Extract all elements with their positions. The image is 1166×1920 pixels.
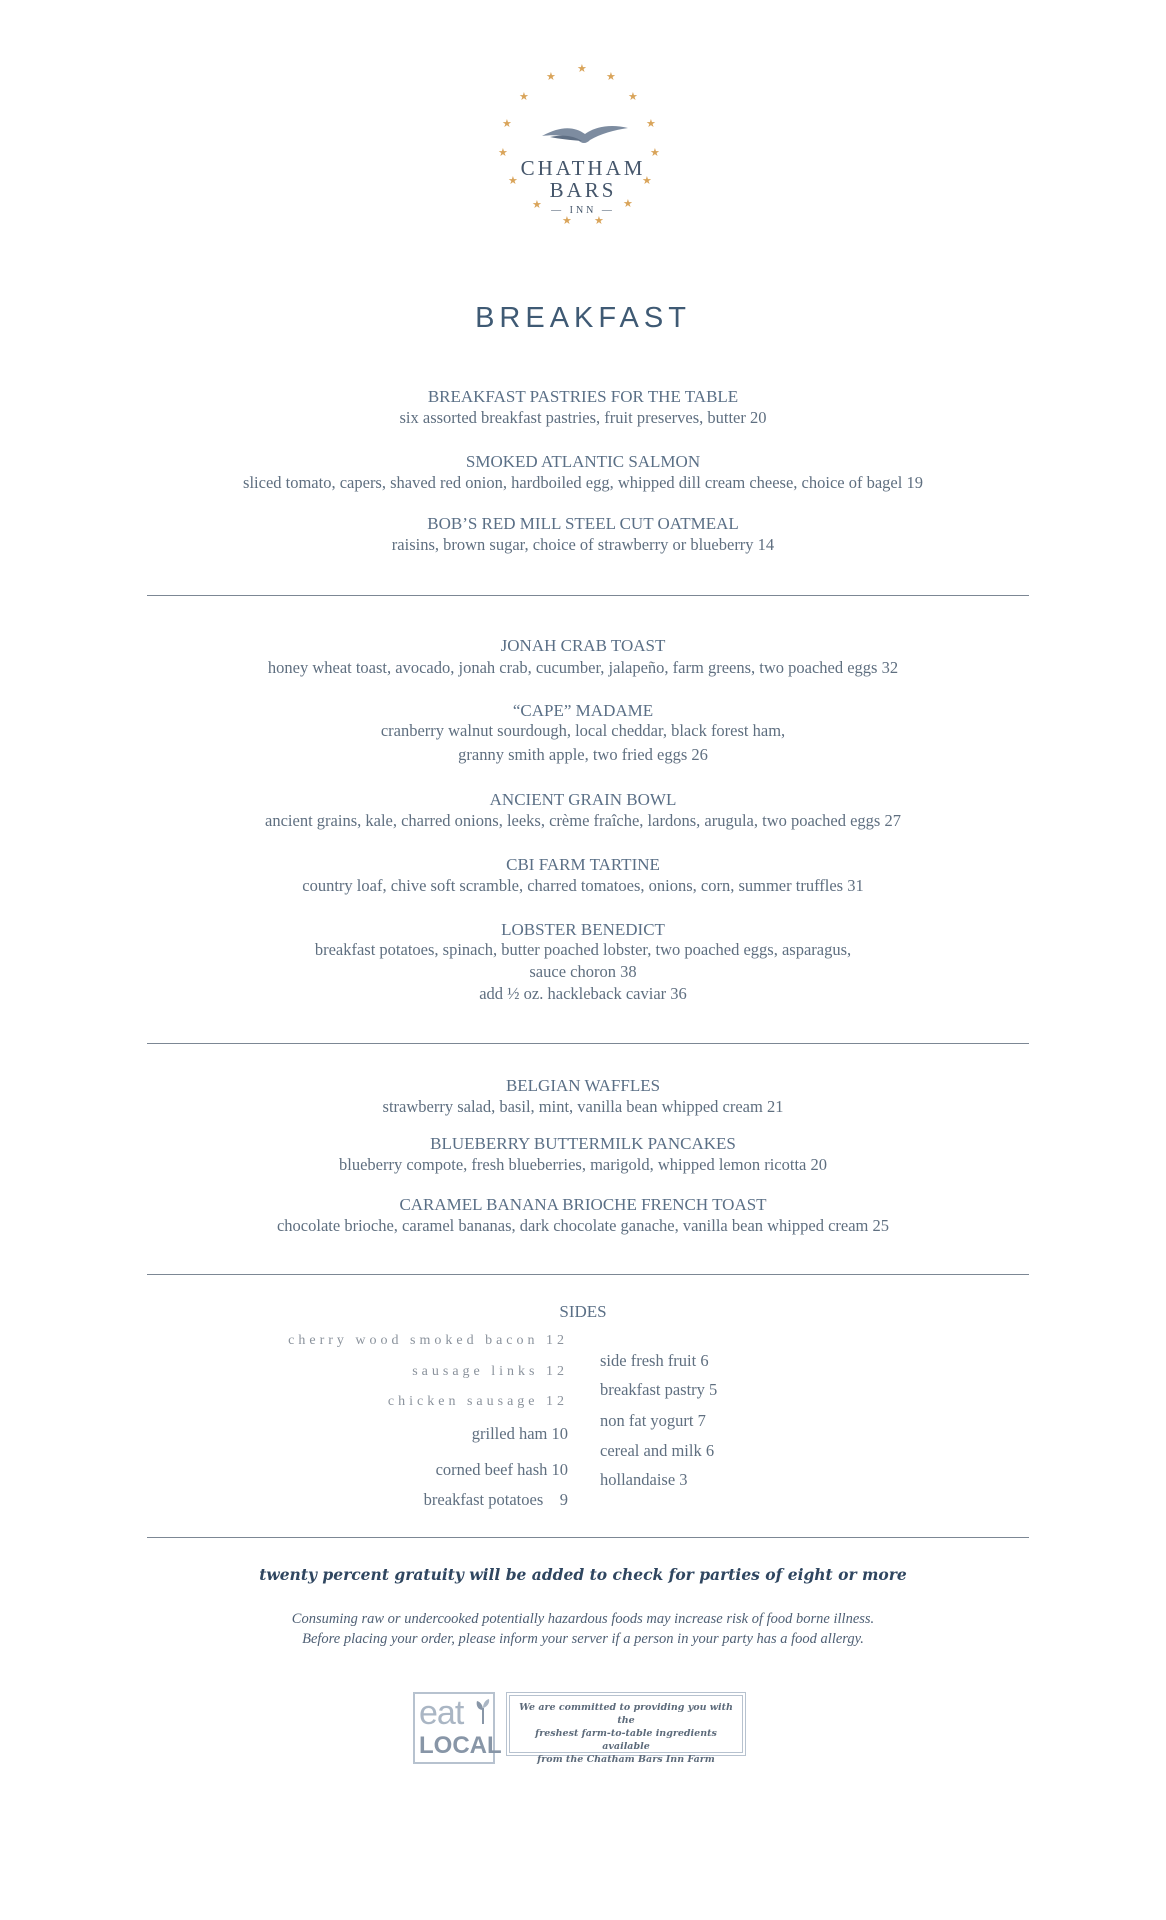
section-divider: [147, 595, 1029, 596]
item-name: LOBSTER BENEDICT: [501, 920, 665, 939]
sides-heading: SIDES: [559, 1302, 607, 1321]
side-item: hollandaise 3: [600, 1470, 688, 1489]
logo-text-inn: — INN —: [551, 205, 615, 216]
item-description: cranberry walnut sourdough, local cheddar, black forest ham,: [380, 721, 786, 740]
eat-local-logo-eat: eat: [419, 1694, 464, 1732]
eat-local-logo-local: LOCAL: [419, 1732, 502, 1759]
star-icon: ★: [623, 198, 633, 210]
item-description: sauce choron 38: [529, 962, 637, 981]
item-description: granny smith apple, two fried eggs 26: [458, 745, 708, 764]
star-icon: ★: [606, 71, 616, 83]
side-item: sausage links 12: [412, 1364, 568, 1379]
item-name: CARAMEL BANANA BRIOCHE FRENCH TOAST: [399, 1195, 767, 1214]
star-icon: ★: [546, 71, 556, 83]
star-icon: ★: [519, 91, 529, 103]
item-description: six assorted breakfast pastries, fruit preserves, butter 20: [399, 408, 767, 427]
item-name: SMOKED ATLANTIC SALMON: [465, 452, 701, 471]
allergy-notice-line: Consuming raw or undercooked potentially hazardous foods may increase risk of food borne illness.: [291, 1611, 875, 1627]
star-icon: ★: [532, 199, 542, 211]
eat-local-message-line: We are committed to providing you with the: [519, 1702, 733, 1726]
item-description: blueberry compote, fresh blueberries, marigold, whipped lemon ricotta 20: [339, 1155, 827, 1174]
item-name: JONAH CRAB TOAST: [500, 636, 666, 655]
star-icon: ★: [508, 175, 518, 187]
item-name: BOB’S RED MILL STEEL CUT OATMEAL: [427, 514, 739, 533]
item-description: honey wheat toast, avocado, jonah crab, cucumber, jalapeño, farm greens, two poached eggs 32: [267, 658, 899, 677]
item-name: BELGIAN WAFFLES: [505, 1076, 661, 1095]
chatham-bars-inn-logo: [480, 64, 686, 270]
star-icon: ★: [502, 118, 512, 130]
side-item: chicken sausage 12: [387, 1394, 568, 1409]
star-icon: ★: [594, 215, 604, 227]
side-item: non fat yogurt 7: [600, 1411, 706, 1430]
star-icon: ★: [650, 147, 660, 159]
item-name: CBI FARM TARTINE: [506, 855, 660, 874]
section-divider: [147, 1043, 1029, 1044]
eat-local-message-line: from the Chatham Bars Inn Farm: [537, 1754, 715, 1765]
section-divider: [147, 1274, 1029, 1275]
item-name: ANCIENT GRAIN BOWL: [489, 790, 677, 809]
side-item: grilled ham 10: [471, 1424, 568, 1443]
logo-text-chatham: CHATHAM: [520, 156, 646, 180]
item-name: “CAPE” MADAME: [512, 701, 654, 720]
side-item: cherry wood smoked bacon 12: [288, 1333, 568, 1348]
star-icon: ★: [642, 175, 652, 187]
item-name: BLUEBERRY BUTTERMILK PANCAKES: [430, 1134, 736, 1153]
gratuity-notice: twenty percent gratuity will be added to check for parties of eight or more: [259, 1565, 907, 1584]
star-icon: ★: [498, 147, 508, 159]
sprout-icon: [475, 1698, 491, 1724]
seagull-icon: [540, 122, 630, 148]
eat-local-message-line: freshest farm-to-table ingredients available: [535, 1728, 717, 1752]
star-icon: ★: [646, 118, 656, 130]
side-item: side fresh fruit 6: [600, 1351, 709, 1370]
logo-text-bars: BARS: [549, 178, 617, 202]
allergy-notice-line: Before placing your order, please inform your server if a person in your party has a food allergy.: [302, 1631, 864, 1647]
star-icon: ★: [562, 215, 572, 227]
eat-local-message-box: [506, 1692, 746, 1765]
item-description: ancient grains, kale, charred onions, leeks, crème fraîche, lardons, arugula, two poached eggs 27: [265, 811, 901, 830]
item-addon: add ½ oz. hackleback caviar 36: [479, 984, 687, 1003]
section-divider: [147, 1537, 1029, 1538]
side-item: cereal and milk 6: [600, 1441, 715, 1460]
star-icon: ★: [628, 91, 638, 103]
item-description: sliced tomato, capers, shaved red onion, hardboiled egg, whipped dill cream cheese, choice of bagel 19: [243, 473, 923, 492]
item-description: raisins, brown sugar, choice of strawberry or blueberry 14: [391, 535, 775, 554]
eat-local-logo: [413, 1692, 502, 1764]
side-item: breakfast potatoes 9: [423, 1490, 568, 1509]
item-description: breakfast potatoes, spinach, butter poached lobster, two poached eggs, asparagus,: [314, 940, 852, 959]
item-description: strawberry salad, basil, mint, vanilla bean whipped cream 21: [382, 1097, 784, 1116]
side-item: corned beef hash 10: [435, 1460, 568, 1479]
side-item: breakfast pastry 5: [600, 1380, 718, 1399]
item-description: chocolate brioche, caramel bananas, dark chocolate ganache, vanilla bean whipped cream 25: [276, 1216, 890, 1235]
item-description: country loaf, chive soft scramble, charred tomatoes, onions, corn, summer truffles 31: [302, 876, 864, 895]
item-name: BREAKFAST PASTRIES FOR THE TABLE: [427, 387, 739, 406]
star-icon: ★: [577, 63, 587, 75]
menu-title: BREAKFAST: [475, 302, 691, 334]
